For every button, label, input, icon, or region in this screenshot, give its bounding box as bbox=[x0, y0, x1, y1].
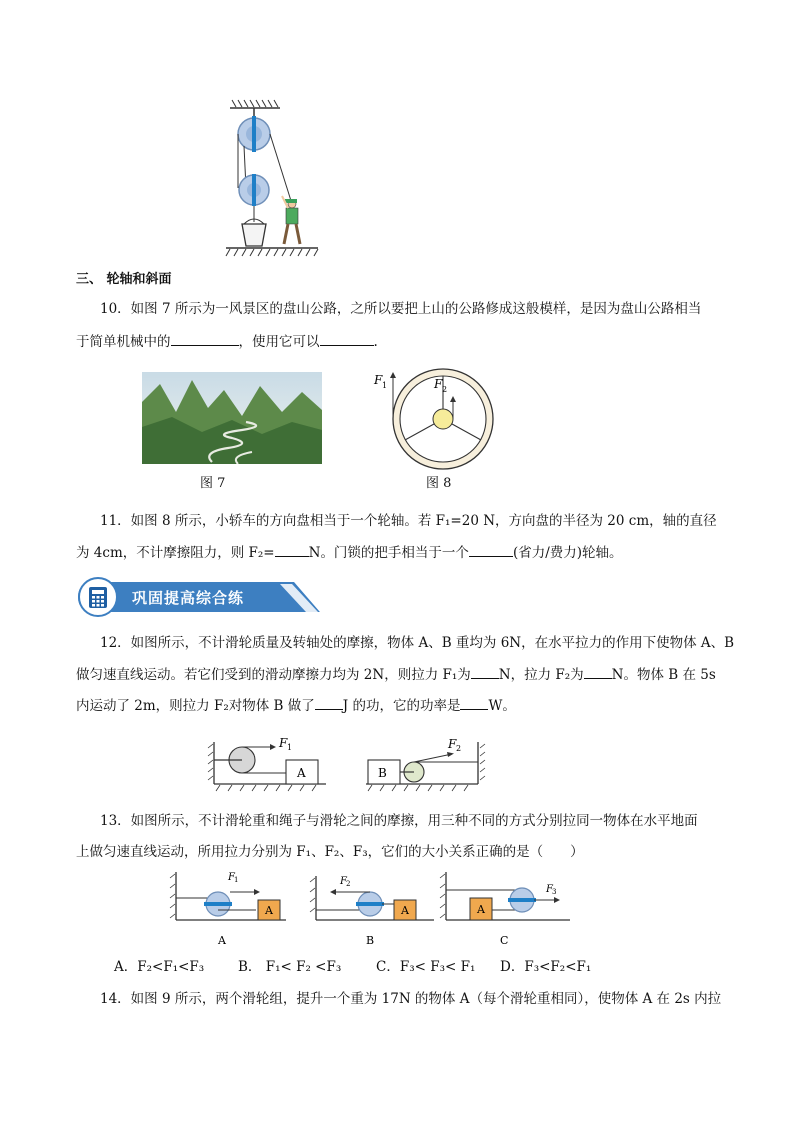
q13-fig-c bbox=[440, 872, 570, 947]
q13-fig-a bbox=[170, 872, 286, 947]
figure-8-caption: 图 8 bbox=[426, 476, 452, 491]
f2-label: F bbox=[434, 377, 443, 391]
svg-text:F: F bbox=[228, 872, 235, 883]
svg-text:2: 2 bbox=[346, 880, 351, 888]
q12-figure bbox=[206, 734, 506, 794]
section-heading: 三、 轮轴和斜面 bbox=[76, 272, 172, 287]
option-c: C．F₃< F₃< F₁ bbox=[376, 959, 476, 975]
q13-line1: 13．如图所示，不计滑轮重和绳子与滑轮之间的摩擦，用三种不同的方式分别拉同一物体在水平地面 bbox=[100, 813, 698, 829]
option-a: A．F₂<F₁<F₃ bbox=[114, 959, 205, 975]
figure-7-caption: 图 7 bbox=[200, 476, 226, 491]
mountain-road-photo bbox=[142, 372, 322, 464]
option-b: B． F₁< F₂ <F₃ bbox=[238, 959, 342, 975]
svg-text:3: 3 bbox=[552, 888, 557, 896]
svg-text:A: A bbox=[401, 904, 409, 917]
block-label: A bbox=[265, 904, 273, 917]
q11-line1: 11．如图 8 所示，小轿车的方向盘相当于一个轮轴。若 F₁=20 N，方向盘的半径为 20 cm，轴的直径 bbox=[100, 513, 717, 529]
svg-text:2: 2 bbox=[442, 385, 448, 394]
q12-line2: 做匀速直线运动。若它们受到的滑动摩擦力均为 2N，则拉力 F₁为 N，拉力 F₂为 N。物体 B 在 5s bbox=[76, 667, 716, 683]
q10-line1: 10．如图 7 所示为一风景区的盘山公路，之所以要把上山的公路修成这般模样，是因为盘山公路相当 bbox=[100, 301, 702, 317]
answer-blank bbox=[471, 665, 499, 679]
svg-text:2: 2 bbox=[456, 744, 462, 753]
banner-title: 巩固提高综合练 bbox=[132, 589, 245, 607]
answer-blank bbox=[171, 332, 239, 346]
fig-label-b: B bbox=[366, 934, 375, 947]
q13-fig-b bbox=[310, 876, 434, 947]
q13-line2: 上做匀速直线运动，所用拉力分别为 F₁、F₂、F₃，它们的大小关系正确的是（ ） bbox=[76, 844, 584, 860]
answer-blank bbox=[320, 332, 374, 346]
fig-label-a: A bbox=[218, 934, 226, 947]
calculator-icon bbox=[89, 587, 107, 608]
svg-text:F: F bbox=[546, 884, 553, 895]
fig-label-c: C bbox=[500, 934, 509, 947]
block-a-label: A bbox=[297, 766, 306, 780]
section-banner bbox=[74, 576, 328, 618]
q12-line1: 12．如图所示，不计滑轮质量及转轴处的摩擦，物体 A、B 重均为 6N，在水平拉力的作用下使物体 A、B bbox=[100, 635, 735, 651]
block-b-label: B bbox=[378, 766, 387, 780]
q10-line2: 于简单机械中的 ，使用它可以 . bbox=[76, 334, 378, 350]
answer-blank bbox=[460, 696, 488, 710]
answer-blank bbox=[315, 696, 343, 710]
svg-text:F: F bbox=[340, 876, 347, 887]
f1-label: F bbox=[374, 373, 383, 387]
option-d: D．F₃<F₂<F₁ bbox=[500, 959, 592, 975]
answer-blank bbox=[584, 665, 612, 679]
steering-wheel-figure bbox=[366, 364, 506, 474]
svg-text:F: F bbox=[448, 737, 457, 751]
answer-blank bbox=[469, 543, 513, 557]
q14-line1: 14．如图 9 所示，两个滑轮组，提升一个重为 17N 的物体 A（每个滑轮重相同），使物体 A 在 2s 内拉 bbox=[100, 991, 722, 1007]
svg-text:1: 1 bbox=[382, 381, 388, 390]
svg-text:1: 1 bbox=[234, 876, 239, 884]
pulley-system-figure bbox=[222, 96, 322, 258]
svg-text:A: A bbox=[477, 903, 485, 916]
svg-text:1: 1 bbox=[287, 743, 293, 752]
q13-figure bbox=[166, 866, 576, 948]
q11-line2: 为 4cm，不计摩擦阻力，则 F₂= N。门锁的把手相当于一个 (省力/费力)轮轴。 bbox=[76, 545, 623, 561]
svg-text:F: F bbox=[279, 736, 288, 750]
answer-blank bbox=[275, 543, 309, 557]
q12-line3: 内运动了 2m，则拉力 F₂对物体 B 做了 J 的功，它的功率是 W。 bbox=[76, 698, 516, 714]
